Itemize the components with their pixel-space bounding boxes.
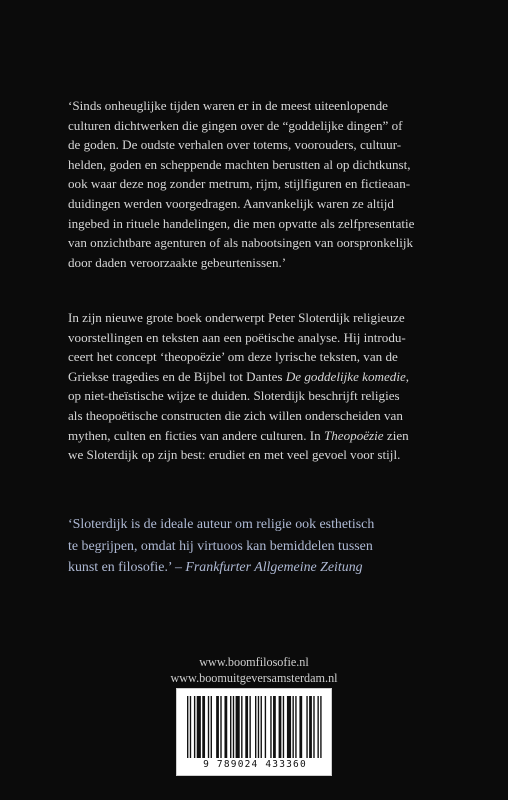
barcode-bar (230, 696, 231, 758)
quote-source: Frankfurter Allgemeine Zeitung (185, 560, 363, 575)
barcode-bar (197, 696, 201, 758)
barcode-bar (265, 696, 266, 758)
barcode-bar (295, 696, 296, 758)
barcode-bar (258, 696, 259, 758)
url-boomfilosofie[interactable]: www.boomfilosofie.nl (199, 655, 309, 669)
blurb-paragraph-1 (68, 96, 448, 272)
review-quote (68, 514, 458, 579)
blurb-line: als theopoëtische constructen die zich willen onderscheiden van (68, 407, 403, 423)
barcode-bar (241, 696, 242, 758)
blurb-line: we Sloterdijk op zijn best: erudiet en met veel gevoel voor stijl. (68, 447, 401, 463)
blurb-line: voorstellingen en teksten aan een poëtische analyse. Hij introdu- (68, 329, 406, 345)
blurb-line: Griekse tragedies en de Bijbel tot Dantes (68, 368, 286, 384)
barcode-bar (320, 696, 321, 758)
blurb-line: ceert het concept ‘theopoëzie’ om deze lyrische teksten, van de (68, 349, 398, 365)
blurb-line: helden, goden en scheppende machten berustten al op dichtkunst, (68, 156, 411, 172)
blurb-line: In zijn nieuwe grote boek onderwerpt Peter Sloterdijk religieuze (68, 310, 405, 325)
quote-line: kunst en filosofie.’ – (68, 560, 186, 575)
barcode-bar (313, 696, 314, 758)
blurb-line: de goden. De oudste verhalen over totems, voorouders, cultuur- (68, 137, 402, 153)
blurb-paragraph-2 (68, 308, 448, 465)
blurb-line: ook waar deze nog zonder metrum, rijm, stijlfiguren en fictieaan- (68, 176, 411, 192)
publisher-urls (0, 654, 508, 686)
blurb-line: mythen, culten en ficties van andere culturen. In (68, 427, 324, 443)
barcode-bar (187, 696, 188, 758)
barcode-bar (236, 696, 240, 758)
barcode-bar (245, 696, 248, 758)
barcode-bar (287, 696, 291, 758)
barcode-bar (208, 696, 209, 758)
barcode-bar (292, 696, 293, 758)
barcode-bar (261, 696, 262, 758)
barcode-bar (216, 696, 219, 758)
isbn-number: 9 789024 433360 (203, 759, 307, 770)
quote-line: te begrijpen, omdat hij virtuoos kan bemiddelen tussen (68, 538, 373, 554)
blurb-line: culturen dichtwerken die gingen over de “goddelijke dingen” of (68, 117, 403, 133)
barcode-bar (279, 696, 282, 758)
book-title-italic: De goddelijke komedie (285, 368, 406, 384)
blurb-line: duidingen werden voorgedragen. Aanvankelijk waren ze altijd (68, 195, 394, 211)
barcode-bar (273, 696, 276, 758)
url-boomuitgevers[interactable]: www.boomuitgeversamsterdam.nl (170, 671, 338, 685)
barcode-bar (224, 696, 227, 758)
barcode-bar (270, 696, 271, 758)
barcode-bar (233, 696, 234, 758)
barcode-bar (202, 696, 205, 758)
barcode-bar (255, 696, 256, 758)
barcode-bar (283, 696, 284, 758)
blurb-line: ‘Sinds onheuglijke tijden waren er in de meest uiteenlopende (68, 98, 388, 113)
blurb-line: zien (383, 427, 409, 443)
barcode-bar (309, 696, 312, 758)
barcode-bar (306, 696, 307, 758)
blurb-line: door daden veroorzaakte gebeurtenissen.’ (68, 254, 287, 270)
barcode (176, 688, 332, 776)
barcode-bar (190, 696, 191, 758)
barcode-bars (185, 696, 325, 758)
barcode-bar (211, 696, 212, 758)
barcode-bar (317, 696, 318, 758)
barcode-bar (249, 696, 250, 758)
blurb-line: op niet-theïstische wijze te duiden. Sloterdijk beschrijft religies (68, 388, 400, 404)
barcode-bar (299, 696, 302, 758)
blurb-line: , (405, 368, 410, 384)
blurb-line: van onzichtbare agenturen of als nabootsingen van oorspronkelijk (68, 235, 414, 251)
blurb-line: ingebed in rituele handelingen, die men opvatte als zelfpresentatie (68, 215, 415, 231)
barcode-bar (194, 696, 195, 758)
barcode-bar (220, 696, 221, 758)
book-title-italic: Theopoëzie (323, 427, 384, 443)
quote-line: ‘Sloterdijk is de ideale auteur om religie ook esthetisch (68, 517, 375, 532)
